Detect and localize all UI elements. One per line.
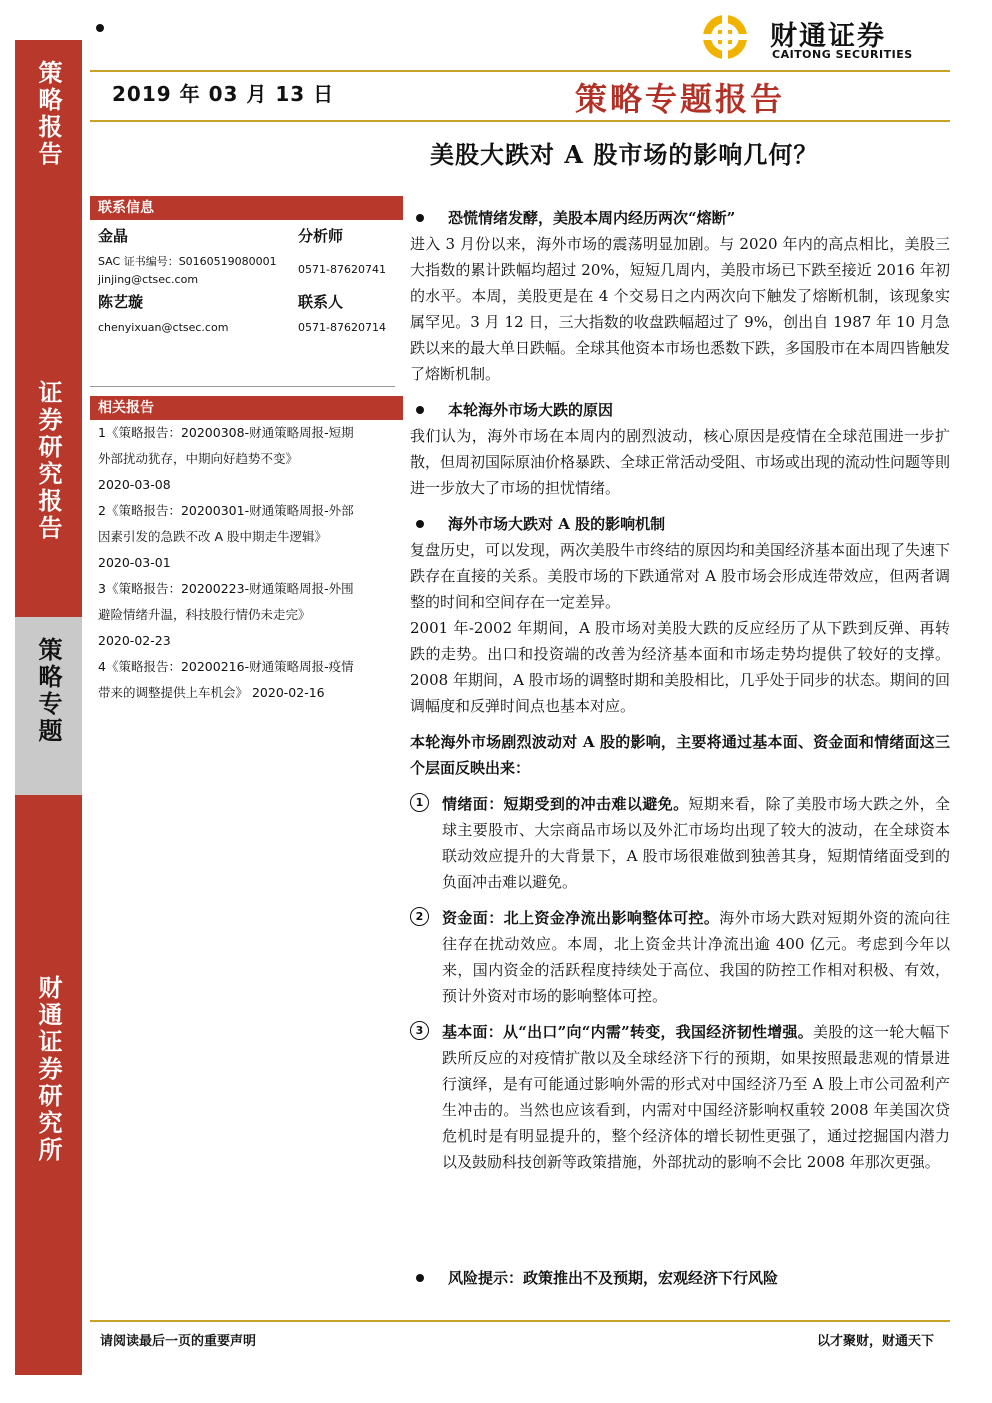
footer-divider — [90, 1320, 950, 1322]
contact-heading: 联系信息 — [90, 196, 403, 220]
impact-item-capital — [410, 905, 950, 1009]
analyst-sac-number: SAC 证书编号：S0160519080001 — [98, 255, 277, 268]
logo-text-en: CAITONG SECURITIES — [772, 48, 913, 61]
sidebar-block-institute — [15, 795, 82, 1375]
related-report-title: 1《策略报告：20200308-财通策略周报-短期 — [98, 425, 354, 440]
related-report-date: 2020-02-23 — [98, 633, 171, 648]
sidebar-label: 策略报告 — [34, 60, 63, 168]
page-title: 美股大跌对 A 股市场的影响几何？ — [430, 140, 819, 169]
related-report-item[interactable] — [90, 654, 395, 706]
company-logo — [690, 8, 940, 66]
impact-item-heading: 资金面：北上资金净流出影响整体可控。 — [442, 909, 720, 927]
related-report-date: 2020-03-08 — [98, 477, 171, 492]
section-heading-text: 恐慌情绪发酵，美股本周内经历两次“熔断” — [448, 209, 736, 227]
impact-item-heading: 基本面：从“出口”向“内需”转变，我国经济韧性增强。 — [442, 1023, 813, 1041]
impact-item-text: 短期来看，除了美股市场大跌之外，全球主要股市、大宗商品市场以及外汇市场均出现了较大的波动，在全球资本联动效应提升的大背景下，A 股市场很难做到独善其身，短期情绪面受到的负面冲击难以避免。 — [442, 795, 950, 891]
related-report-title: 外部扰动犹存，中期向好趋势不变》 — [98, 451, 299, 466]
contact-phone: 0571-87620714 — [298, 321, 386, 334]
circled-number-icon: 2 — [410, 907, 429, 926]
analyst-phone: 0571-87620741 — [298, 263, 386, 276]
header-dot — [96, 24, 104, 32]
impact-item-heading: 情绪面：短期受到的冲击难以避免。 — [442, 795, 689, 813]
logo-emblem-icon — [696, 12, 754, 62]
impact-item-text: 海外市场大跌对短期外资的流向往往存在扰动效应。本周，北上资金共计净流出逾 400 亿元。考虑到今年以来，国内资金的活跃程度持续处于高位、我国的防控工作相对积极、有效，预计外资对市场的影响整体可控。 — [442, 909, 950, 1005]
related-report-title: 2《策略报告：20200301-财通策略周报-外部 — [98, 503, 354, 518]
report-type: 策略专题报告 — [575, 80, 786, 118]
circled-number-icon: 3 — [410, 1021, 429, 1040]
header-divider — [90, 70, 950, 72]
impact-item-sentiment — [410, 791, 950, 895]
risk-heading — [410, 1265, 950, 1291]
related-report-title: 避险情绪升温，科技股行情仍未走完》 — [98, 607, 311, 622]
section-heading — [410, 397, 950, 423]
contact-email[interactable]: chenyixuan@ctsec.com — [98, 321, 229, 334]
contact-role: 联系人 — [298, 293, 344, 311]
related-report-item[interactable] — [90, 420, 395, 498]
sidebar — [15, 40, 82, 1375]
analyst-email[interactable]: jinjing@ctsec.com — [98, 273, 199, 286]
impact-item-fundamentals — [410, 1019, 950, 1175]
related-report-item[interactable] — [90, 498, 395, 576]
section-paragraph: 2001 年-2002 年期间，A 股市场对美股大跌的反应经历了从下跌到反弹、再转跌的走势。出口和投资端的改善为经济基本面和市场走势均提供了较好的支撑。2008 年期间，A 股市场的调整时期和美股相比，几乎处于同步的状态。期间的回调幅度和反弹时间点也基本对应。 — [410, 619, 950, 715]
section-heading-text: 海外市场大跌对 A 股的影响机制 — [448, 515, 666, 533]
impact-item-text: 美股的这一轮大幅下跌所反应的对疫情扩散以及全球经济下行的预期，如果按照最悲观的情景进行演绎，是有可能通过影响外需的形式对中国经济乃至 A 股上市公司盈利产生冲击的。当然也应该看到，内需对中国经济影响权重较 2008 年美国次贷危机时是有明显提升的，整个经济体的增长韧性更强了，通过挖掘国内潜力以及鼓励科技创新等政策措施，外部扰动的影响不会比 2008 年那次更强。 — [442, 1023, 950, 1171]
contact-info — [90, 221, 395, 391]
related-reports-list — [90, 420, 395, 706]
bullet-icon — [416, 214, 424, 222]
related-report-title: 带来的调整提供上车机会》 2020-02-16 — [98, 685, 325, 700]
sidebar-label: 证券研究报告 — [34, 380, 63, 542]
footer-slogan: 以才聚财，财通天下 — [816, 1334, 934, 1349]
related-report-title: 3《策略报告：20200223-财通策略周报-外围 — [98, 581, 354, 596]
section-paragraph: 进入 3 月份以来，海外市场的震荡明显加剧。与 2020 年内的高点相比，美股三大指数的累计跌幅均超过 20%，短短几周内，美股市场已下跌至接近 2016 年初的水平。本周，美股更是在 4 个交易日之内两次向下触发了熔断机制，该现象实属罕见。3 月 12 日，三大指数的收盘跌幅超过了 9%，创出自 1987 年 10 月急跌以来的最大单日跌幅。全球其他资本市场也悉数下跌，多国股市在本周四皆触发了熔断机制。 — [410, 235, 951, 383]
bullet-icon — [416, 520, 424, 528]
sidebar-label: 策略专题 — [34, 637, 63, 745]
header-divider-2 — [90, 120, 950, 122]
related-reports-heading: 相关报告 — [90, 396, 403, 420]
section-heading — [410, 205, 950, 231]
related-report-item[interactable] — [90, 576, 395, 654]
related-report-title: 4《策略报告：20200216-财通策略周报-疫情 — [98, 659, 354, 674]
analyst-role: 分析师 — [298, 227, 344, 245]
section-paragraph: 我们认为，海外市场在本周内的剧烈波动，核心原因是疫情在全球范围进一步扩散，但周初国际原油价格暴跌、全球正常活动受阻、市场或出现的流动性问题等則进一步放大了市场的担忧情绪。 — [410, 427, 951, 497]
section-heading-text: 本轮海外市场大跌的原因 — [448, 401, 614, 419]
contact-divider — [90, 386, 395, 387]
bullet-icon — [416, 1274, 424, 1282]
report-date: 2019 年 03 月 13 日 — [112, 82, 335, 106]
section-paragraph: 复盘历史，可以发现，两次美股牛市终结的原因均和美国经济基本面出现了失速下跌存在直接的关系。美股市场的下跌通常对 A 股市场会形成连带效应，但两者调整的时间和空间存在一定差异。 — [410, 541, 951, 611]
footer-disclaimer: 请阅读最后一页的重要声明 — [100, 1334, 257, 1349]
section-heading — [410, 511, 950, 537]
bullet-icon — [416, 406, 424, 414]
sidebar-block-research-report — [15, 360, 82, 617]
impact-lead: 本轮海外市场剧烈波动对 A 股的影响，主要将通过基本面、资金面和情绪面这三个层面反映出来： — [410, 733, 950, 777]
logo-text-cn: 财通证券 — [770, 21, 886, 52]
report-body — [410, 205, 950, 1175]
contact-name: 陈艺璇 — [98, 293, 144, 311]
analyst-name: 金晶 — [98, 227, 129, 245]
sidebar-block-strategy-report — [15, 40, 82, 360]
sidebar-block-strategy-topic — [15, 617, 82, 795]
risk-warning — [410, 1265, 950, 1291]
sidebar-label: 财通证券研究所 — [34, 975, 63, 1164]
risk-text: 风险提示：政策推出不及预期，宏观经济下行风险 — [448, 1269, 779, 1287]
related-report-date: 2020-03-01 — [98, 555, 171, 570]
circled-number-icon: 1 — [410, 793, 429, 812]
related-report-title: 因素引发的急跌不改 A 股中期走牛逻辑》 — [98, 529, 327, 544]
